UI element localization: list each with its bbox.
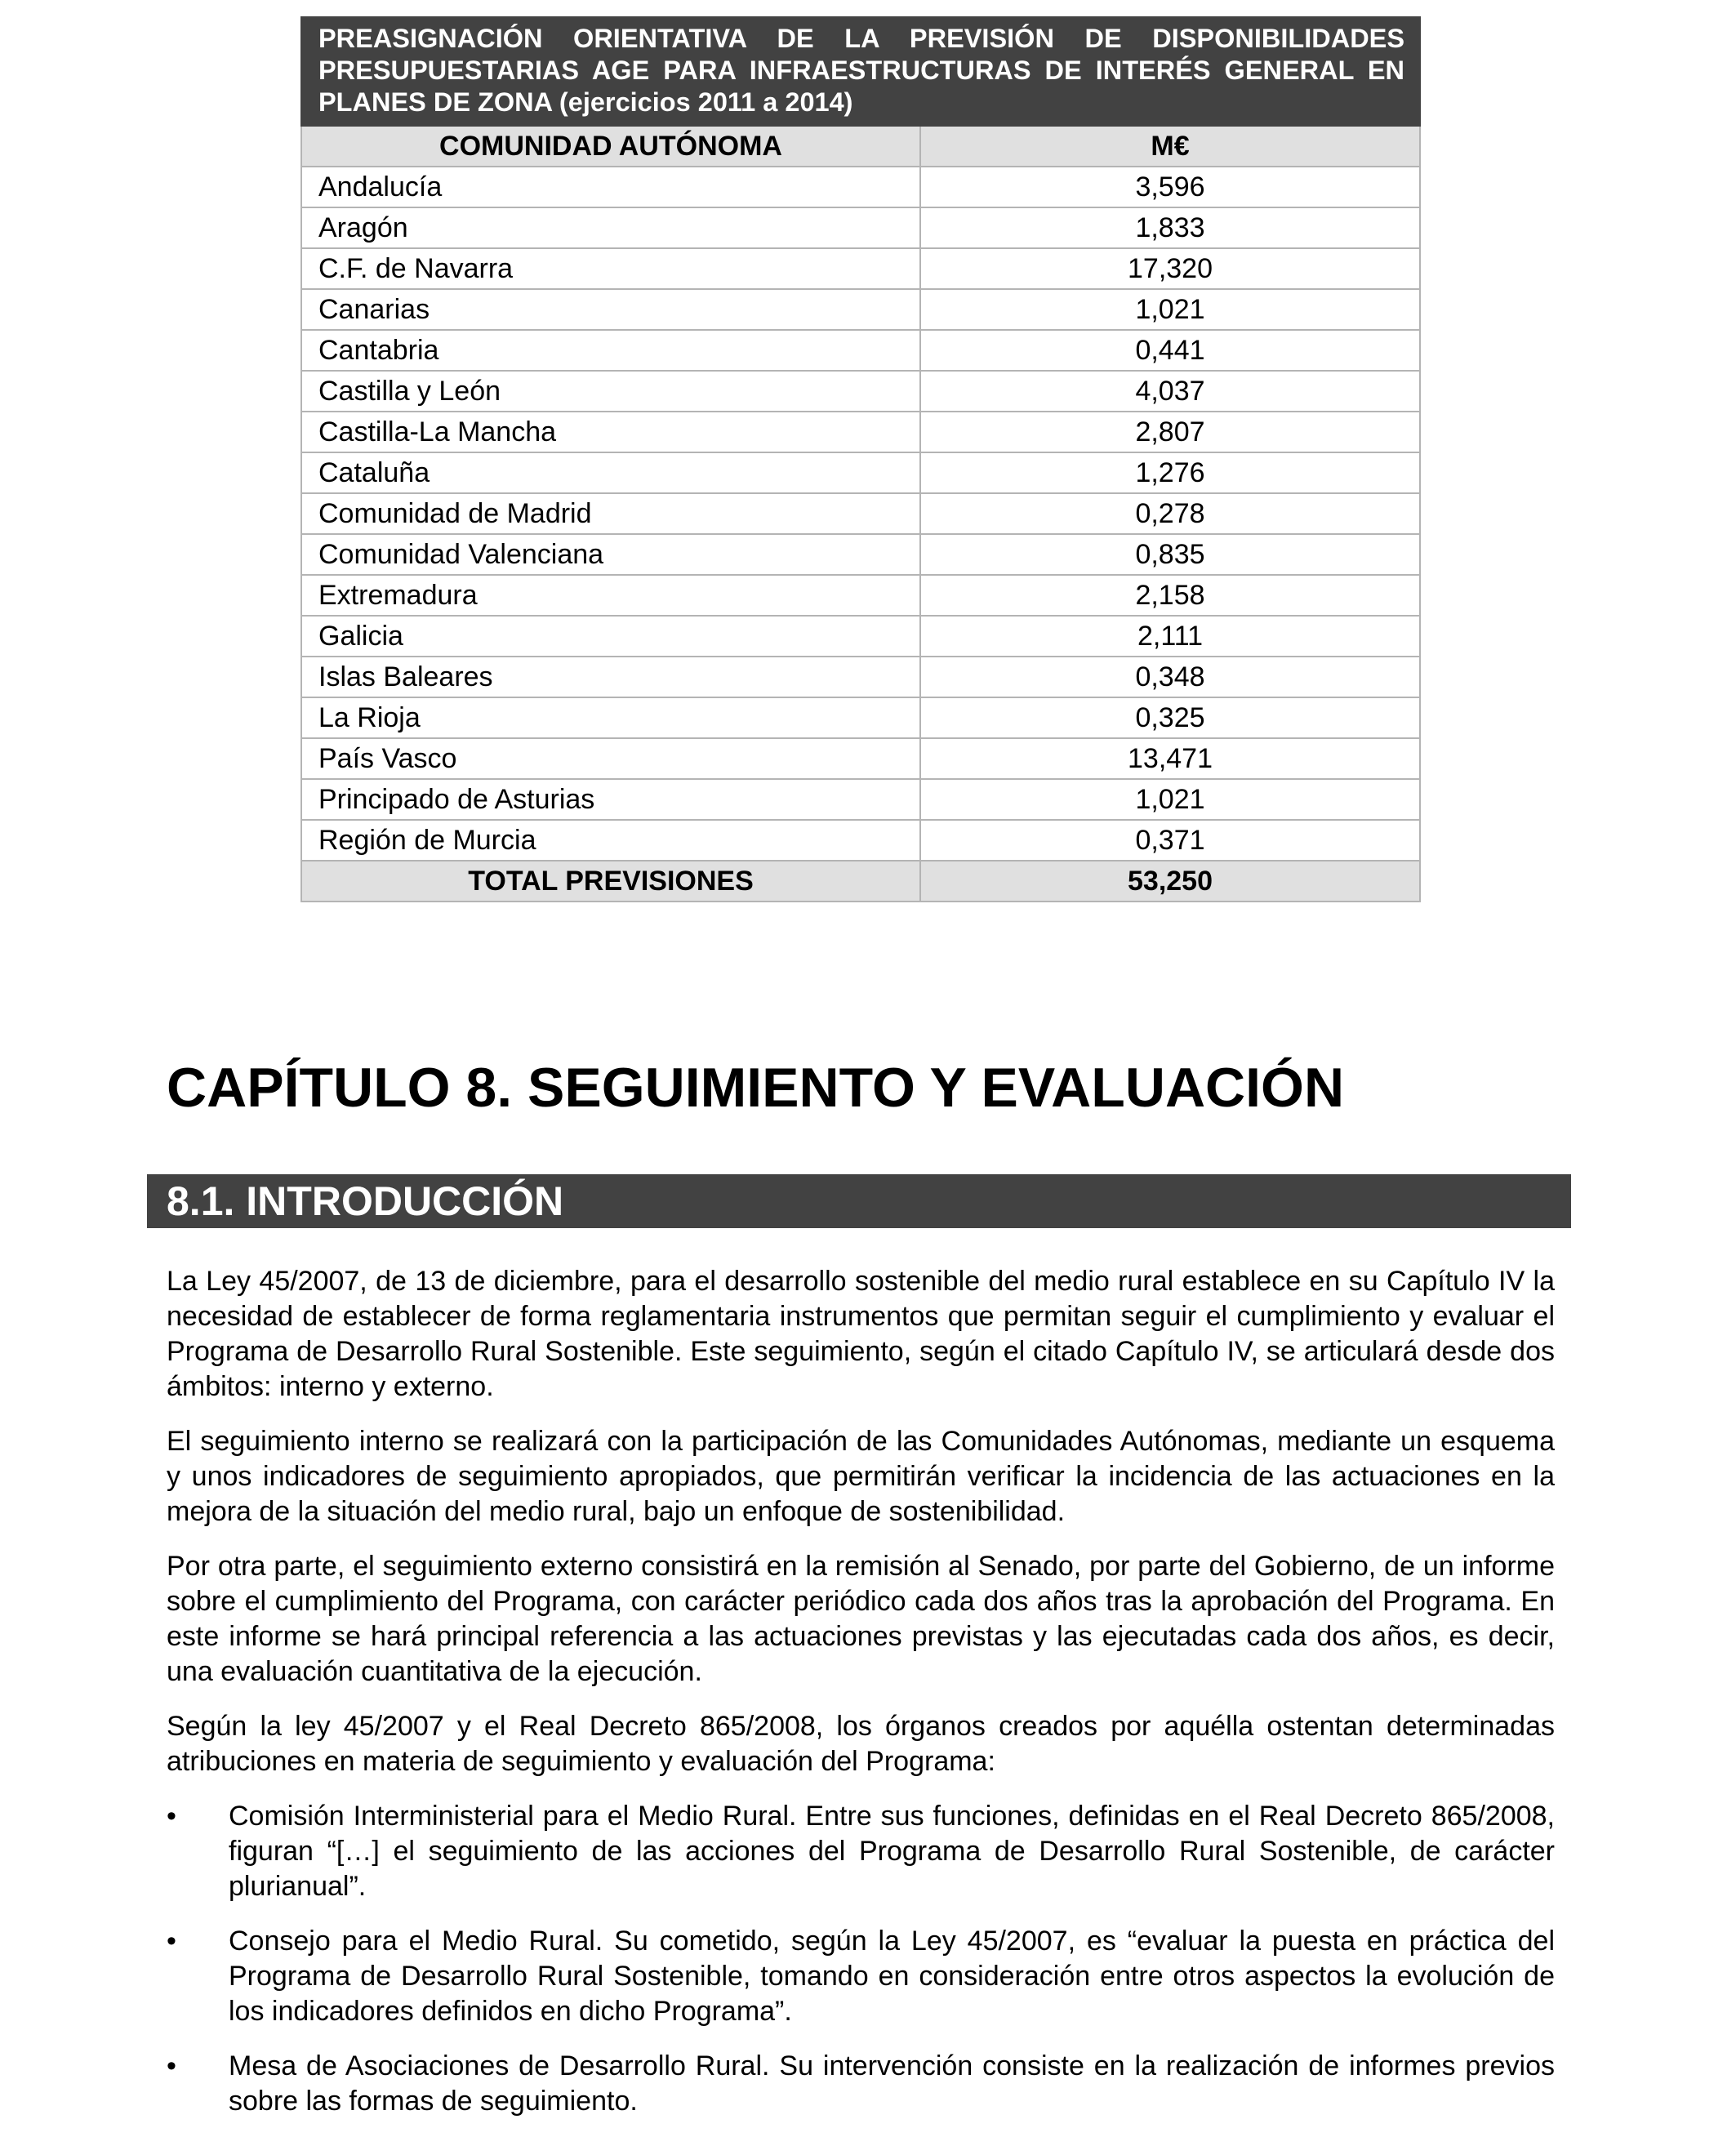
table-row — [301, 616, 1420, 657]
column-header-amount: M€ — [920, 126, 1420, 167]
amount-cell: 0,371 — [920, 820, 1420, 861]
table-row — [301, 697, 1420, 738]
table-row — [301, 779, 1420, 820]
table-row — [301, 167, 1420, 207]
total-value: 53,250 — [920, 861, 1420, 902]
section-heading: 8.1. INTRODUCCIÓN — [147, 1174, 1571, 1228]
region-cell: Andalucía — [301, 167, 920, 207]
amount-cell: 0,278 — [920, 493, 1420, 534]
list-item-text: Comisión Interministerial para el Medio Rural. Entre sus funciones, definidas en el Real Decreto 865/2008, figuran “[…] el seguimiento de las acciones del Programa de Desarrollo Rural Sostenible, de carácter plurianual”. — [229, 1801, 1555, 1902]
table-row — [301, 534, 1420, 575]
amount-cell: 1,833 — [920, 207, 1420, 248]
bullet-list — [167, 1799, 1555, 2119]
region-cell: Cantabria — [301, 330, 920, 371]
amount-cell: 2,807 — [920, 412, 1420, 452]
table-total-row — [301, 861, 1420, 902]
body-text — [167, 1264, 1555, 2139]
table-row — [301, 738, 1420, 779]
list-item-text: Consejo para el Medio Rural. Su cometido, según la Ley 45/2007, es “evaluar la puesta en práctica del Programa de Desarrollo Rural Sostenible, tomando en consideración entre otros aspectos la evolución de los indicadores definidos en dicho Programa”. — [229, 1926, 1555, 2027]
region-cell: Aragón — [301, 207, 920, 248]
amount-cell: 0,835 — [920, 534, 1420, 575]
amount-cell: 13,471 — [920, 738, 1420, 779]
list-item — [167, 2049, 1555, 2119]
table-row — [301, 330, 1420, 371]
amount-cell: 4,037 — [920, 371, 1420, 412]
region-cell: Cataluña — [301, 452, 920, 493]
list-item-text: Mesa de Asociaciones de Desarrollo Rural. Su intervención consiste en la realización de informes previos sobre las formas de seguimiento. — [229, 2050, 1555, 2117]
amount-cell: 2,158 — [920, 575, 1420, 616]
chapter-title: CAPÍTULO 8. SEGUIMIENTO Y EVALUACIÓN — [167, 1057, 1345, 1119]
table-row — [301, 371, 1420, 412]
paragraph: Por otra parte, el seguimiento externo consistirá en la remisión al Senado, por parte del Gobierno, de un informe sobre el cumplimiento del Programa, con carácter periódico cada dos años tras la aprobación del Programa. En este informe se hará principal referencia a las actuaciones previstas y las ejecutadas cada dos años, es decir, una evaluación cuantitativa de la ejecución. — [167, 1551, 1555, 1687]
amount-cell: 0,348 — [920, 657, 1420, 697]
paragraph: El seguimiento interno se realizará con la participación de las Comunidades Autónomas, mediante un esquema y unos indicadores de seguimiento apropiados, que permitirán verificar la incidencia de las actuaciones en la mejora de la situación del medio rural, bajo un enfoque de sostenibilidad. — [167, 1426, 1555, 1527]
table-row — [301, 207, 1420, 248]
amount-cell: 17,320 — [920, 248, 1420, 289]
paragraph: La Ley 45/2007, de 13 de diciembre, para el desarrollo sostenible del medio rural establece en su Capítulo IV la necesidad de establecer de forma reglamentaria instrumentos que permitan seguir el cumplimiento y evaluar el Programa de Desarrollo Rural Sostenible. Este seguimiento, según el citado Capítulo IV, se articulará desde dos ámbitos: interno y externo. — [167, 1266, 1555, 1402]
table-row — [301, 452, 1420, 493]
region-cell: Castilla y León — [301, 371, 920, 412]
amount-cell: 1,276 — [920, 452, 1420, 493]
region-cell: Comunidad Valenciana — [301, 534, 920, 575]
bullet-icon: • — [167, 2050, 176, 2081]
amount-cell: 0,441 — [920, 330, 1420, 371]
table-row — [301, 248, 1420, 289]
table-row — [301, 412, 1420, 452]
column-header-region: COMUNIDAD AUTÓNOMA — [301, 126, 920, 167]
list-item — [167, 1924, 1555, 2029]
table-row — [301, 657, 1420, 697]
table-row — [301, 575, 1420, 616]
region-cell: Castilla-La Mancha — [301, 412, 920, 452]
bullet-icon: • — [167, 1926, 176, 1957]
table-caption-row — [301, 17, 1420, 126]
table-row — [301, 493, 1420, 534]
region-cell: Galicia — [301, 616, 920, 657]
region-cell: Extremadura — [301, 575, 920, 616]
total-label: TOTAL PREVISIONES — [301, 861, 920, 902]
region-cell: C.F. de Navarra — [301, 248, 920, 289]
amount-cell: 3,596 — [920, 167, 1420, 207]
region-cell: Principado de Asturias — [301, 779, 920, 820]
region-cell: Canarias — [301, 289, 920, 330]
table-row — [301, 289, 1420, 330]
bullet-icon: • — [167, 1801, 176, 1832]
budget-allocation-table — [300, 16, 1421, 902]
amount-cell: 2,111 — [920, 616, 1420, 657]
paragraph: Según la ley 45/2007 y el Real Decreto 865/2008, los órganos creados por aquélla ostentan determinadas atribuciones en materia de seguimiento y evaluación del Programa: — [167, 1711, 1555, 1777]
region-cell: La Rioja — [301, 697, 920, 738]
amount-cell: 1,021 — [920, 779, 1420, 820]
region-cell: Región de Murcia — [301, 820, 920, 861]
table-row — [301, 820, 1420, 861]
list-item — [167, 1799, 1555, 1904]
amount-cell: 0,325 — [920, 697, 1420, 738]
amount-cell: 1,021 — [920, 289, 1420, 330]
table-header-row — [301, 126, 1420, 167]
region-cell: Islas Baleares — [301, 657, 920, 697]
region-cell: País Vasco — [301, 738, 920, 779]
table-caption: PREASIGNACIÓN ORIENTATIVA DE LA PREVISIÓN DE DISPONIBILIDADES PRESUPUESTARIAS AGE PARA INFRAESTRUCTURAS DE INTERÉS GENERAL EN PLANES DE ZONA (ejercicios 2011 a 2014) — [301, 17, 1420, 126]
region-cell: Comunidad de Madrid — [301, 493, 920, 534]
